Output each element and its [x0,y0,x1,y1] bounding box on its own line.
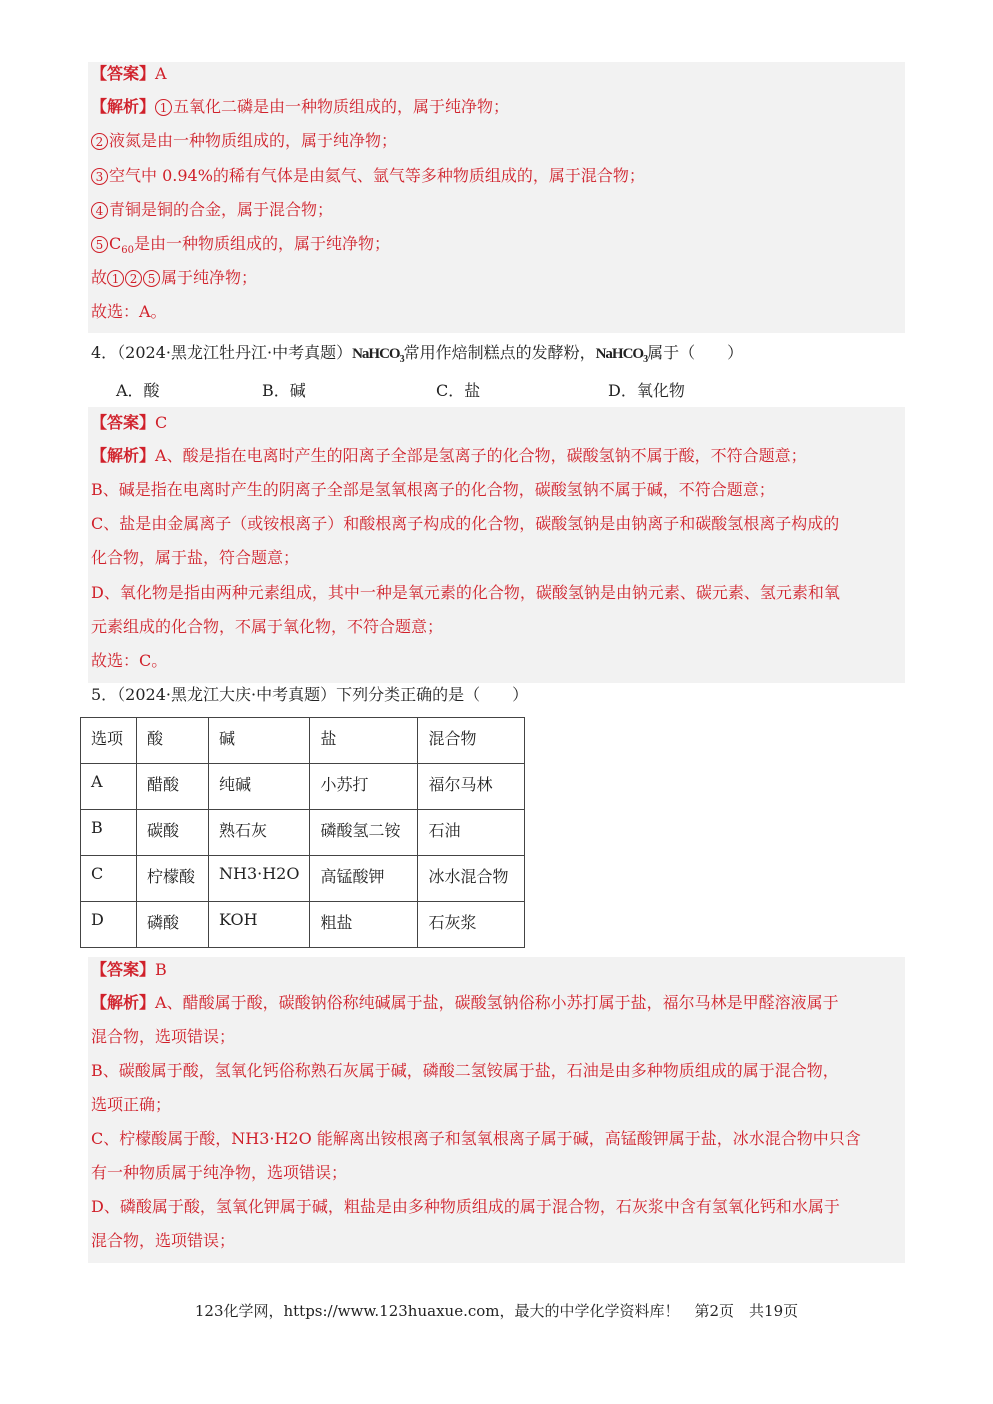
q5-analysis-line-3: B、碳酸属于酸，氢氧化钙俗称熟石灰属于碱，磷酸二氢铵属于盐，石油是由多种物质组成的属于混合物， [91,1061,839,1080]
q4-stem: 4．（2024·黑龙江牡丹江·中考真题）NaHCO$_3$常用作焙制糕点的发酵粉，NaHCO$_3$属于（ ） [91,343,744,365]
q4-analysis-line-2: B、碱是指在电离时产生的阴离子全部是氢氧根离子的化合物，碳酸氢钠不属于碱，不符合题意； [91,480,775,499]
q5-analysis-line-5: C、柠檬酸属于酸，NH3·H2O 能解离出铵根离子和氢氧根离子属于碱，高锰酸钾属于盐，冰水混合物中只含 [91,1129,861,1148]
table-header-cell: 碱 [209,718,310,764]
q4-analysis-line-4: 化合物，属于盐，符合题意； [91,548,300,567]
q3-analysis-line-2: 2 液氮是由一种物质组成的，属于纯净物； [91,131,397,151]
q4-option-a: A．酸 [116,381,160,400]
q3-analysis-line-1: 【解析】 1 五氧化二磷是由一种物质组成的，属于纯净物； [91,97,510,116]
table-cell: C [81,856,137,902]
table-cell: 粗盐 [310,902,418,948]
q4-option-b: B．碱 [262,381,306,400]
table-cell: NH3·H2O [209,856,310,902]
formula-nahco3: NaHCO$_3$ [352,346,404,365]
q4-option-c: C．盐 [436,381,481,400]
table-cell: 小苏打 [310,764,418,810]
q4-analysis-line-5: D、氧化物是指由两种元素组成，其中一种是氧元素的化合物，碳酸氢钠是由钠元素、碳元素、氢元素和氧 [91,583,840,602]
formula-nahco3: NaHCO$_3$ [595,346,648,365]
table-cell: 福尔马林 [418,764,525,810]
q4-analysis-line-1: 【解析】A、酸是指在电离时产生的阳离子全部是氢离子的化合物，碳酸氢钠不属于酸，不符合题意； [91,446,807,465]
q4-analysis-line-6: 元素组成的化合物，不属于氧化物，不符合题意； [91,617,444,636]
q5-analysis-line-2: 混合物，选项错误； [91,1027,236,1046]
table-cell: 醋酸 [137,764,209,810]
table-header-cell: 酸 [137,718,209,764]
table-header-cell: 选项 [81,718,137,764]
q5-answer-line: 【答案】B [91,960,167,979]
table-cell: 石油 [418,810,525,856]
table-cell: 磷酸 [137,902,209,948]
table-cell: 熟石灰 [209,810,310,856]
circled-number: 5 [143,270,160,287]
q5-stem: 5．（2024·黑龙江大庆·中考真题）下列分类正确的是（ ） [91,685,529,704]
table-cell: 碳酸 [137,810,209,856]
q5-analysis-line-8: 混合物，选项错误； [91,1231,236,1250]
table-cell: 柠檬酸 [137,856,209,902]
circled-number: 1 [155,99,172,116]
q3-summary-line: 故 1 2 5 属于纯净物； [91,268,258,287]
q3-analysis-line-5: 5 $C_{60}$是由一种物质组成的，属于纯净物； [91,234,390,261]
page-footer: 123化学网，https://www.123huaxue.com，最大的中学化学资料库！ 第2页 共19页 [194,1302,799,1320]
q5-analysis-line-4: 选项正确； [91,1095,172,1114]
circled-number: 2 [91,133,108,150]
q4-choice-line: 故选：C。 [91,651,168,670]
table-cell: 石灰浆 [418,902,525,948]
table-cell: KOH [209,902,310,948]
circled-number: 1 [107,270,124,287]
table-header-cell: 混合物 [418,718,525,764]
table-cell: 高锰酸钾 [310,856,418,902]
circled-number: 2 [125,270,142,287]
table-cell: B [81,810,137,856]
table-cell: 纯碱 [209,764,310,810]
table-header-cell: 盐 [310,718,418,764]
table-cell: 冰水混合物 [418,856,525,902]
q5-analysis-line-6: 有一种物质属于纯净物，选项错误； [91,1163,348,1182]
circled-number: 3 [91,168,108,185]
q4-option-d: D．氧化物 [608,381,685,400]
q4-answer-line: 【答案】C [91,413,168,432]
q5-analysis-line-7: D、磷酸属于酸，氢氧化钾属于碱，粗盐是由多种物质组成的属于混合物，石灰浆中含有氢氧化钙和水属于 [91,1197,840,1216]
q3-analysis-line-3: 3 空气中 0.94%的稀有气体是由氦气、氩气等多种物质组成的，属于混合物； [91,166,645,186]
table-row [81,856,525,902]
table-row [81,764,525,810]
q3-answer-line: 【答案】A [91,64,167,83]
table-cell: 磷酸氢二铵 [310,810,418,856]
table-row [81,810,525,856]
circled-number: 5 [91,236,108,253]
q3-choice-line: 故选：A。 [91,302,167,321]
circled-number: 4 [91,202,108,219]
q5-classification-table [80,717,525,948]
q3-analysis-line-4: 4 青铜是铜的合金，属于混合物； [91,200,333,220]
q5-analysis-line-1: 【解析】A、醋酸属于酸，碳酸钠俗称纯碱属于盐，碳酸氢钠俗称小苏打属于盐，福尔马林是甲醛溶液属于 [91,993,839,1012]
table-row [81,902,525,948]
q4-analysis-line-3: C、盐是由金属离子（或铵根离子）和酸根离子构成的化合物，碳酸氢钠是由钠离子和碳酸氢根离子构成的 [91,514,840,533]
table-cell: A [81,764,137,810]
table-cell: D [81,902,137,948]
table-header-row [81,718,525,764]
